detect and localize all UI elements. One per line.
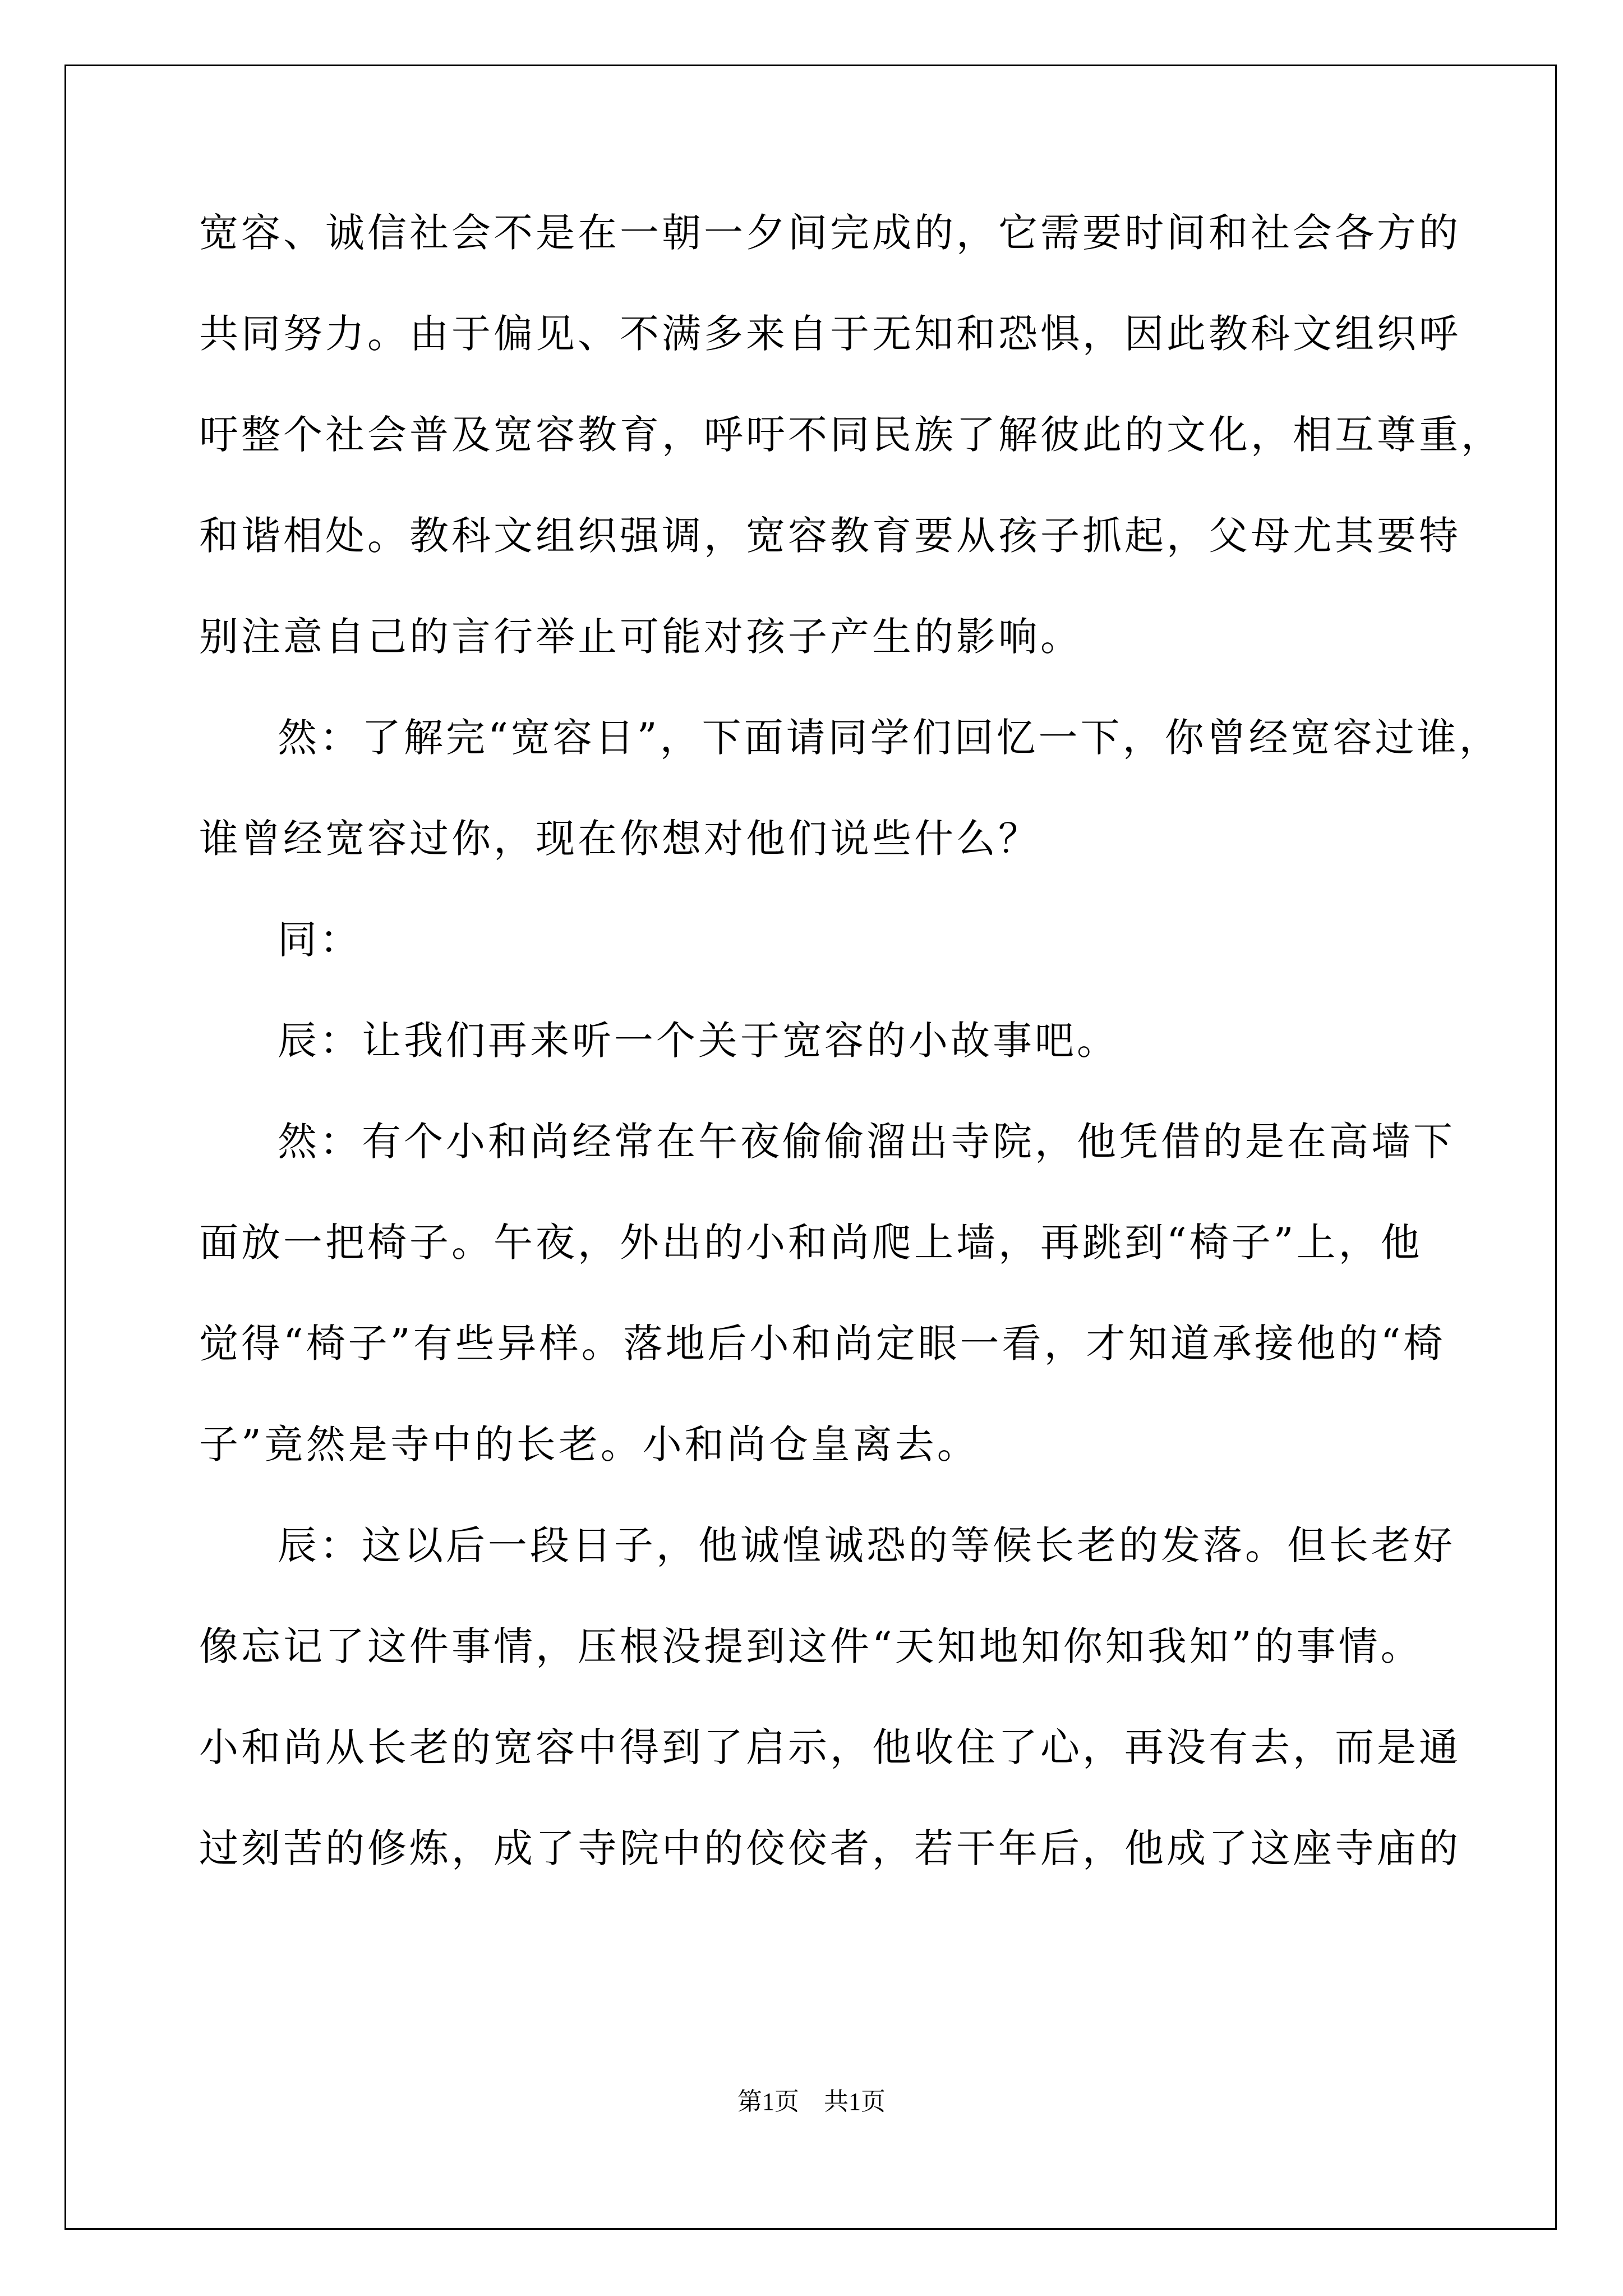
text-line: 辰：让我们再来听一个关于宽容的小故事吧。 (278, 1018, 1119, 1064)
text-line: 然：有个小和尚经常在午夜偷偷溜出寺院，他凭借的是在高墙下 (278, 1119, 1455, 1165)
text-line: 过刻苦的修炼，成了寺院中的佼佼者，若干年后，他成了这座寺庙的 (199, 1825, 1461, 1871)
text-line: 吁整个社会普及宽容教育，呼吁不同民族了解彼此的文化，相互尊重， (199, 412, 1503, 458)
text-line: 和谐相处。教科文组织强调，宽容教育要从孩子抓起，父母尤其要特 (199, 513, 1461, 559)
text-line: 辰：这以后一段日子，他诚惶诚恐的等候长老的发落。但长老好 (278, 1522, 1455, 1568)
text-line: 像忘记了这件事情，压根没提到这件“天知地知你知我知”的事情。 (199, 1623, 1423, 1669)
text-line: 宽容、诚信社会不是在一朝一夕间完成的，它需要时间和社会各方的 (199, 210, 1461, 256)
text-line: 小和尚从长老的宽容中得到了启示，他收住了心，再没有去，而是通 (199, 1724, 1461, 1770)
page-number-footer: 第1页 共1页 (737, 2088, 886, 2115)
text-line: 共同努力。由于偏见、不满多来自于无知和恐惧，因此教科文组织呼 (199, 311, 1461, 357)
text-line: 子”竟然是寺中的长老。小和尚仓皇离去。 (199, 1421, 979, 1467)
text-line: 觉得“椅子”有些异样。落地后小和尚定眼一看，才知道承接他的“椅 (199, 1320, 1446, 1366)
text-line: 同： (278, 917, 362, 963)
text-line: 别注意自己的言行举止可能对孩子产生的影响。 (199, 614, 1082, 660)
text-line: 谁曾经宽容过你，现在你想对他们说些什么？ (199, 816, 1040, 862)
text-line: 然：了解完“宽容日”，下面请同学们回忆一下，你曾经宽容过谁， (278, 715, 1501, 761)
text-line: 面放一把椅子。午夜，外出的小和尚爬上墙，再跳到“椅子”上，他 (199, 1220, 1423, 1266)
